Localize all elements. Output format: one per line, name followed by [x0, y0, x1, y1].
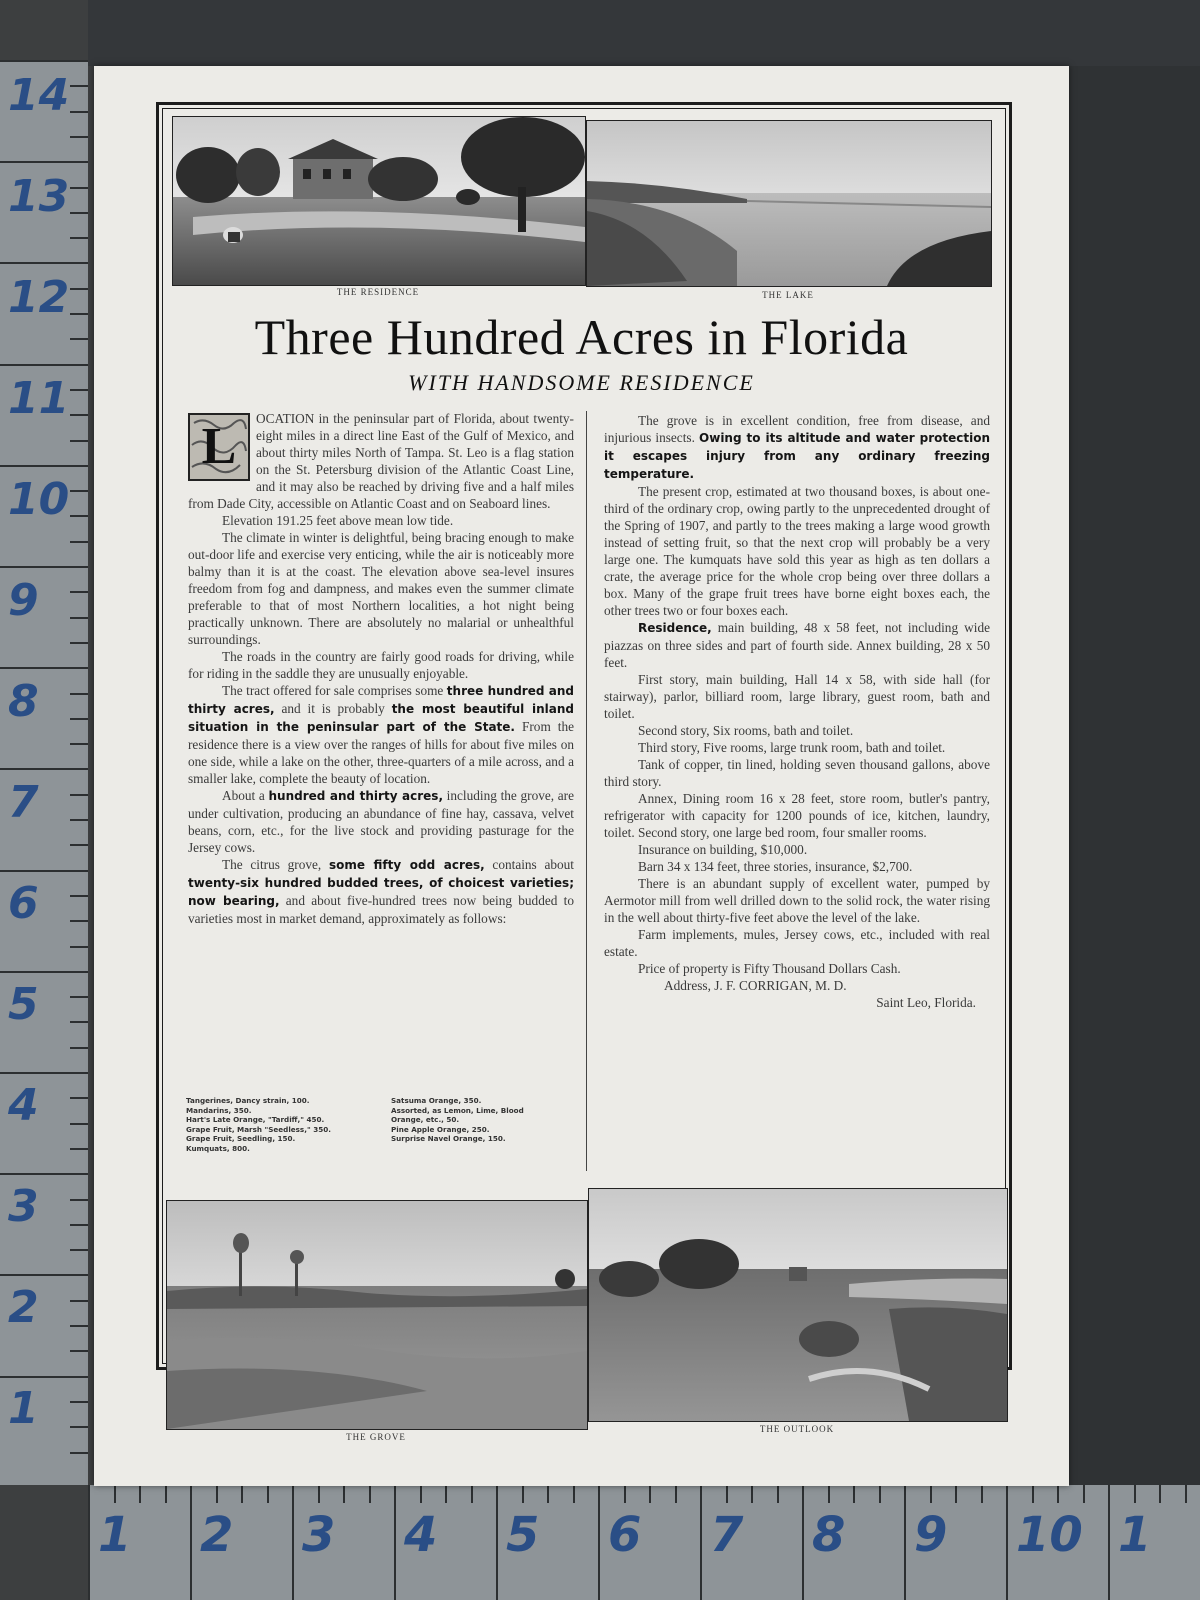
ruler-tick	[369, 1485, 371, 1503]
ruler-tick	[955, 1485, 957, 1503]
ruler-tick	[1159, 1485, 1161, 1503]
paragraph-annex: Annex, Dining room 16 x 28 feet, store room, butler's pantry, refrigerator with capacity for 1200 pounds of ice, kitchen, laundry, toilet. Second story, one large bed room, four smaller rooms.	[604, 791, 990, 840]
variety-item: Tangerines, Dancy strain, 100.	[186, 1096, 310, 1105]
ruler-number: 2	[200, 1507, 234, 1563]
variety-item: Mandarins, 350.	[186, 1105, 252, 1115]
paragraph-cultivation: About a hundred and thirty acres, including the grove, are under cultivation, producing an abundance of fine hay, cassava, velvet beans, corn, etc., for the live stock and providing pasturage for the Jersey cows.	[188, 788, 575, 855]
outlook-caption: THE OUTLOOK	[759, 1424, 835, 1434]
ruler-tick	[343, 1485, 345, 1503]
ruler-tick	[70, 515, 88, 517]
ruler-tick	[0, 1376, 88, 1378]
left-column	[188, 410, 574, 927]
ruler-tick	[70, 237, 88, 239]
ruler-tick	[70, 743, 88, 745]
ruler-tick	[1006, 1485, 1008, 1600]
ruler-tick	[70, 338, 88, 340]
ruler-tick	[1108, 1485, 1110, 1600]
ruler-number: 12	[8, 272, 70, 323]
ruler-number: 5	[506, 1507, 540, 1563]
variety-item: Grape Fruit, Marsh "Seedless," 350.	[186, 1124, 331, 1134]
paragraph-tract: The tract offered for sale comprises some three hundred and thirty acres, and it is probably the most beautiful inland situation in the peninsular part of the State. From the residence there is a view over the ranges of hills for about five miles on one side, while a lake on the other, three-quarters of a mile across, and a smaller lake, complete the beauty of location.	[188, 683, 575, 786]
ruler-tick	[1032, 1485, 1034, 1503]
paragraph-third-story: Third story, Five rooms, large trunk room, bath and toilet.	[638, 740, 946, 755]
ruler-number: 13	[8, 171, 70, 222]
ruler-tick	[70, 794, 88, 796]
ruler-tick	[904, 1485, 906, 1600]
ruler-tick	[70, 1123, 88, 1125]
paragraph-tank: Tank of copper, tin lined, holding seven thousand gallons, above third story.	[604, 757, 990, 789]
ruler-tick	[0, 971, 88, 973]
ruler-tick	[70, 440, 88, 442]
paragraph-second-story: Second story, Six rooms, bath and toilet.	[638, 723, 854, 738]
ruler-tick	[1083, 1485, 1085, 1503]
outlook-photo	[588, 1188, 1008, 1422]
ruler-number: 8	[8, 676, 39, 727]
ruler-tick	[88, 1485, 90, 1600]
ruler-tick	[139, 1485, 141, 1503]
ruler-tick	[853, 1485, 855, 1503]
ruler-tick	[828, 1485, 830, 1503]
ruler-number: 8	[812, 1507, 846, 1563]
ruler-tick	[445, 1485, 447, 1503]
ruler-tick	[624, 1485, 626, 1503]
ruler-number: 4	[404, 1507, 438, 1563]
variety-item: Assorted, as Lemon, Lime, Blood	[391, 1105, 524, 1115]
ruler-number: 14	[8, 70, 70, 121]
ruler-number: 9	[914, 1507, 948, 1563]
ruler-tick	[70, 111, 88, 113]
ruler-tick	[0, 262, 88, 264]
ruler-tick	[70, 1199, 88, 1201]
ruler-tick	[930, 1485, 932, 1503]
ruler-tick	[496, 1485, 498, 1600]
ruler-number: 3	[8, 1181, 39, 1232]
ruler-number: 11	[8, 373, 70, 424]
ruler-tick	[70, 642, 88, 644]
ruler-tick	[70, 85, 88, 87]
paragraph-implements: Farm implements, mules, Jersey cows, etc., included with real estate.	[604, 927, 990, 959]
ruler-tick	[70, 288, 88, 290]
right-column	[604, 412, 990, 1011]
ruler-tick	[649, 1485, 651, 1503]
paragraph-location: OCATION in the peninsular part of Florida, about twenty-eight miles in a direct line East of the Gulf of Mexico, and about thirty miles North of Tampa. St. Leo is a flag station on the St. Petersburg division of the Atlantic Coast Line, and it may also be reached by driving five and a half miles from Dade City, accessible on Atlantic Coast and on Seaboard lines.	[188, 411, 574, 511]
paragraph-elevation: Elevation 191.25 feet above mean low tide.	[222, 513, 454, 528]
ruler-tick	[0, 465, 88, 467]
ruler-number: 7	[710, 1507, 744, 1563]
address-line: Address, J. F. CORRIGAN, M. D.	[664, 978, 847, 993]
bottom-ruler	[88, 1485, 1200, 1600]
ruler-number: 1	[98, 1507, 132, 1563]
ruler-tick	[981, 1485, 983, 1503]
ruler-tick	[70, 187, 88, 189]
residence-photo	[172, 116, 586, 286]
ruler-tick	[216, 1485, 218, 1503]
ruler-tick	[70, 617, 88, 619]
ruler-tick	[0, 566, 88, 568]
ruler-tick	[70, 1249, 88, 1251]
ruler-tick	[0, 768, 88, 770]
ruler-tick	[70, 819, 88, 821]
variety-item: Surprise Navel Orange, 150.	[391, 1134, 506, 1144]
varieties-column-2	[391, 1096, 524, 1144]
ruler-number: 5	[8, 979, 39, 1030]
magazine-page	[94, 66, 1069, 1486]
ruler-tick	[70, 718, 88, 720]
ruler-tick	[70, 212, 88, 214]
paragraph-insurance: Insurance on building, $10,000.	[638, 842, 808, 857]
ruler-number: 10	[1016, 1507, 1083, 1563]
ruler-tick	[165, 1485, 167, 1503]
lake-caption: THE LAKE	[762, 290, 814, 300]
ruler-tick	[70, 1401, 88, 1403]
variety-item: Grape Fruit, Seedling, 150.	[186, 1134, 296, 1144]
place-line: Saint Leo, Florida.	[876, 995, 976, 1010]
paragraph-first-story: First story, main building, Hall 14 x 58, with side hall (for stairway), parlor, billiard room, large library, guest room, bath and toilet.	[604, 672, 990, 721]
ruler-tick	[70, 1224, 88, 1226]
paragraph-residence: Residence, main building, 48 x 58 feet, not including wide piazzas on three sides and part of fourth side. Annex building, 28 x 50 feet.	[604, 620, 990, 670]
ruler-tick	[547, 1485, 549, 1503]
column-divider	[586, 411, 587, 1171]
ruler-tick	[777, 1485, 779, 1503]
ruler-tick	[802, 1485, 804, 1600]
ruler-tick	[70, 844, 88, 846]
ruler-tick	[0, 60, 88, 62]
paragraph-price: Price of property is Fifty Thousand Dollars Cash.	[638, 961, 901, 976]
ruler-tick	[700, 1485, 702, 1600]
ruler-tick	[0, 364, 88, 366]
ruler-tick	[0, 667, 88, 669]
ruler-number: 6	[608, 1507, 642, 1563]
scan-background-top	[88, 0, 1200, 66]
variety-item: Satsuma Orange, 350.	[391, 1096, 482, 1105]
ruler-number: 7	[8, 777, 39, 828]
ruler-tick	[598, 1485, 600, 1600]
ruler-number: 2	[8, 1282, 39, 1333]
ruler-tick	[70, 591, 88, 593]
ruler-tick	[70, 490, 88, 492]
ruler-tick	[675, 1485, 677, 1503]
ruler-tick	[292, 1485, 294, 1600]
scan-background-right	[1069, 66, 1200, 1486]
ruler-tick	[1057, 1485, 1059, 1503]
ruler-tick	[420, 1485, 422, 1503]
paragraph-barn: Barn 34 x 134 feet, three stories, insurance, $2,700.	[638, 859, 913, 874]
ruler-number: 6	[8, 878, 39, 929]
ruler-tick	[70, 541, 88, 543]
ruler-tick	[522, 1485, 524, 1503]
residence-caption: THE RESIDENCE	[336, 287, 420, 297]
variety-item: Pine Apple Orange, 250.	[391, 1124, 490, 1134]
ruler-number: 3	[302, 1507, 336, 1563]
headline-title: Three Hundred Acres in Florida	[254, 309, 909, 365]
ruler-tick	[241, 1485, 243, 1503]
ruler-tick	[0, 1274, 88, 1276]
headline-subtitle: WITH HANDSOME RESIDENCE	[408, 370, 755, 395]
ruler-tick	[471, 1485, 473, 1503]
paragraph-grove: The grove is in excellent condition, free from disease, and injurious insects. Owing to its altitude and water protection it escapes injury from any ordinary freezing temperature.	[604, 413, 990, 481]
ruler-number: 1	[8, 1383, 39, 1434]
ruler-tick	[70, 1325, 88, 1327]
ruler-tick	[70, 1148, 88, 1150]
ruler-tick	[879, 1485, 881, 1503]
ruler-tick	[70, 1426, 88, 1428]
variety-item: Kumquats, 800.	[186, 1143, 250, 1153]
ruler-tick	[0, 870, 88, 872]
paragraph-water: There is an abundant supply of excellent water, pumped by Aermotor mill from well drilled down to the solid rock, the water rising in the well about thirty-five feet above the level of the lake.	[604, 876, 990, 925]
ruler-tick	[70, 414, 88, 416]
ruler-tick	[70, 946, 88, 948]
ruler-tick	[70, 1350, 88, 1352]
ruler-number: 4	[8, 1080, 39, 1131]
paragraph-roads: The roads in the country are fairly good roads for driving, while for riding in the saddle they are unusually enjoyable.	[188, 649, 574, 681]
ruler-tick	[70, 1097, 88, 1099]
ruler-tick	[573, 1485, 575, 1503]
ruler-tick	[70, 136, 88, 138]
ruler-tick	[0, 1173, 88, 1175]
left-ruler	[0, 60, 88, 1485]
ruler-tick	[394, 1485, 396, 1600]
dropcap-letter: L	[201, 418, 237, 475]
variety-item: Hart's Late Orange, "Tardiff," 450.	[186, 1115, 325, 1125]
ruler-tick	[70, 1300, 88, 1302]
ruler-tick	[70, 895, 88, 897]
ornate-dropcap	[188, 413, 250, 481]
ruler-tick	[0, 161, 88, 163]
ruler-tick	[70, 693, 88, 695]
ruler-tick	[70, 313, 88, 315]
paragraph-citrus: The citrus grove, some fifty odd acres, contains about twenty-six hundred budded trees, of choicest varieties; now bearing, and about five-hundred trees now being budded to varieties most in market demand, approximately as follows:	[188, 857, 574, 926]
ruler-tick	[70, 1021, 88, 1023]
ruler-tick	[70, 389, 88, 391]
ruler-tick	[70, 920, 88, 922]
ruler-tick	[267, 1485, 269, 1503]
ruler-tick	[70, 1047, 88, 1049]
ruler-number: 9	[8, 575, 39, 626]
ruler-tick	[190, 1485, 192, 1600]
ruler-tick	[1134, 1485, 1136, 1503]
variety-item: Orange, etc., 50.	[391, 1115, 460, 1125]
paragraph-climate: The climate in winter is delightful, being bracing enough to make out-door life and exercise very enticing, while the air is noticeably more balmy than it is at the coast. The elevation above sea-level insures freedom from fog and dampness, and makes even the summer climate preferable to that of most Northern localities, a hot night being practically unknown. There are absolutely no malarial or unhealthful surroundings.	[188, 530, 574, 647]
grove-photo	[166, 1200, 588, 1430]
ruler-tick	[318, 1485, 320, 1503]
ruler-number: 1	[1118, 1507, 1152, 1563]
ruler-tick	[751, 1485, 753, 1503]
lake-photo	[586, 120, 992, 287]
grove-caption: THE GROVE	[346, 1432, 406, 1442]
paragraph-crop: The present crop, estimated at two thousand boxes, is about one-third of the ordinary crop, owing partly to the unprecedented drought of the Spring of 1907, and partly to the trees making a large wood growth instead of setting fruit, so that the next crop will probably be a very large one. The kumquats have sold this year as high as ten dollars a crate, the average price for the whole crop being over three dollars a box. Many of the grape fruit trees have borne eight boxes each, the other trees two or four boxes each.	[604, 484, 990, 618]
ruler-tick	[1185, 1485, 1187, 1503]
ruler-tick	[0, 1072, 88, 1074]
ruler-tick	[70, 1452, 88, 1454]
ruler-tick	[114, 1485, 116, 1503]
varieties-column-1	[186, 1096, 331, 1154]
ruler-tick	[70, 996, 88, 998]
ruler-number: 10	[8, 474, 70, 525]
ruler-tick	[726, 1485, 728, 1503]
